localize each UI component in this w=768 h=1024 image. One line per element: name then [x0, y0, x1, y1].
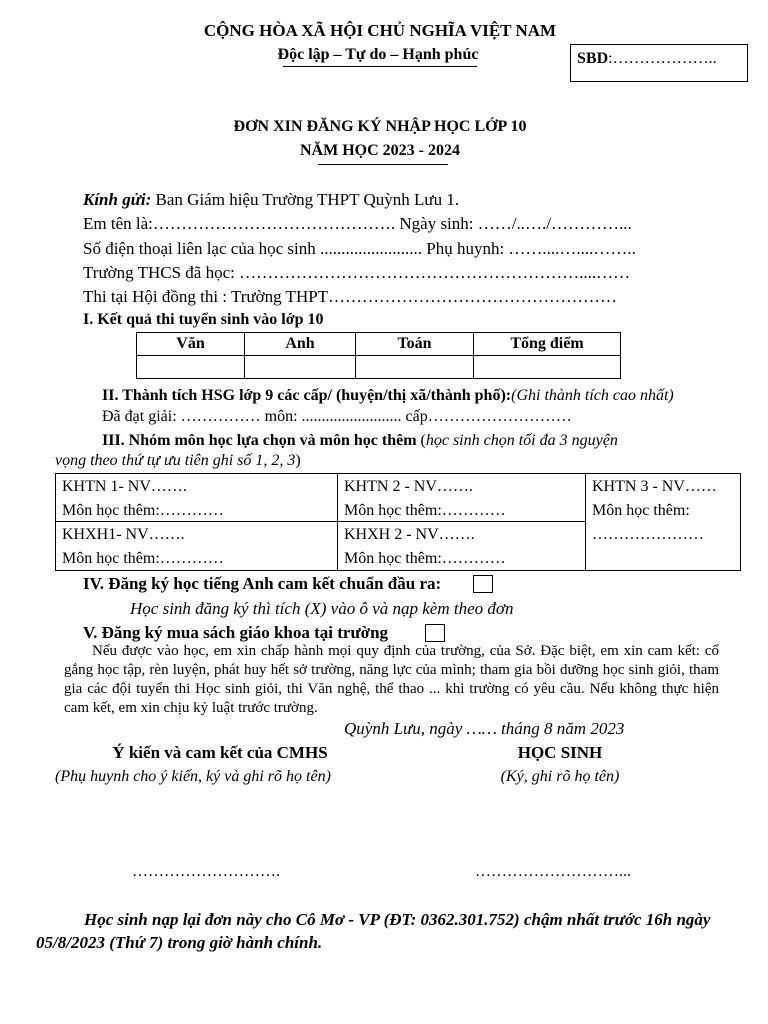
sbd-box[interactable] — [570, 44, 748, 82]
exam-site-line[interactable]: Thi tại Hội đồng thi : Trường THPT…………………………………………… — [83, 287, 618, 306]
english-cert-checkbox[interactable] — [473, 575, 493, 593]
submission-note: Học sinh nạp lại đơn này cho Cô Mơ - VP (ĐT: 0362.301.752) chậm nhất trước 16h ngày 05/8/2023 (Thứ 7) trong giờ hành chính. — [36, 910, 711, 952]
middle-school-line[interactable]: Trường THCS đã học: ……………………………………………………....…… — [83, 263, 631, 282]
choice-khxh2[interactable] — [338, 523, 585, 571]
recipient-label: Kính gửi: — [83, 190, 152, 209]
student-signature-note: (Ký, ghi rõ họ tên) — [500, 768, 620, 785]
section3-heading-line — [102, 432, 618, 450]
form-title: ĐƠN XIN ĐĂNG KÝ NHẬP HỌC LỚP 10 — [233, 118, 527, 135]
score-header-total: Tổng điểm — [474, 333, 621, 356]
parent-signature-line[interactable]: ………………………. — [132, 863, 280, 880]
award-line[interactable]: Đã đạt giải: …………… môn: ......................... cấp……………………… — [102, 408, 572, 425]
choice-khxh1-extra: Môn học thêm:………… — [62, 550, 224, 567]
choice-khtn1-extra: Môn học thêm:………… — [62, 502, 224, 519]
choice-khxh2-label: KHXH 2 - NV……. — [344, 526, 475, 543]
choice-khtn3[interactable] — [586, 475, 740, 547]
title-underline — [318, 164, 448, 165]
section4-heading: IV. Đăng ký học tiếng Anh cam kết chuẩn đầu ra — [83, 574, 436, 593]
section2-heading-line — [102, 387, 674, 405]
date-line: Quỳnh Lưu, ngày …… tháng 8 năm 2023 — [344, 719, 625, 738]
score-cell-anh[interactable] — [245, 356, 356, 379]
sbd-value: :……………….. — [608, 50, 717, 67]
phone-line[interactable]: Số điện thoại liên lạc của học sinh ........................ Phụ huynh: ……....…....…….. — [83, 239, 636, 258]
section2-heading: II. Thành tích HSG lớp 9 các cấp/ (huyện/thị xã/thành phố): — [102, 387, 512, 404]
choice-khxh2-extra: Môn học thêm:………… — [344, 550, 506, 567]
section3-note-1: học sinh chọn tối đa 3 nguyện — [425, 432, 618, 449]
section2-note: (Ghi thành tích cao nhất) — [511, 387, 674, 404]
parent-signature-note: (Phụ huynh cho ý kiến, ký và ghi rõ họ tên) — [55, 768, 331, 785]
section3-note-close: ) — [295, 452, 301, 469]
nation-title: CỘNG HÒA XÃ HỘI CHỦ NGHĨA VIỆT NAM — [203, 21, 557, 40]
student-signature-title: HỌC SINH — [517, 743, 603, 762]
section4-heading-line — [83, 574, 441, 594]
sbd-label: SBD — [577, 50, 609, 67]
student-signature-line[interactable]: ………………………... — [475, 863, 631, 880]
score-cell-toan[interactable] — [356, 356, 474, 379]
section3-heading: III. Nhóm môn học lựa chọn và môn học thêm — [102, 432, 417, 449]
section3-note-2: vọng theo thứ tự ưu tiên ghi số 1, 2, 3 — [55, 452, 296, 469]
choice-khtn1[interactable] — [56, 475, 337, 523]
commitment-paragraph: Nếu được vào học, em xin chấp hành mọi quy định của trường, của Sở. Đặc biệt, em xin cam kết: cố gắng học tập, rèn luyện, phát huy hết sở trường, năng lực của mình; tham gia bồi dưỡng học sinh giỏi, tham gia các đội tuyển thi Học sinh giỏi, thi Văn nghệ, thể thao ... khi trường có yêu cầu. Nếu không thực hiện cam kết, em xin chịu kỷ luật trước trường. — [64, 643, 719, 716]
subject-group-grid — [55, 473, 741, 571]
choice-khxh1-label: KHXH1- NV……. — [62, 526, 185, 543]
school-year: NĂM HỌC 2023 - 2024 — [300, 142, 460, 159]
name-birthdate-line[interactable]: Em tên là:……………………………………. Ngày sinh: ……/..…./…………... — [83, 214, 632, 233]
choice-khxh1[interactable] — [56, 523, 337, 571]
section3-note-open: ( — [420, 432, 426, 449]
choice-khtn2[interactable] — [338, 475, 585, 523]
choice-khtn2-label: KHTN 2 - NV……. — [344, 478, 473, 495]
score-header-toan: Toán — [356, 333, 474, 356]
score-header-anh: Anh — [245, 333, 356, 356]
section4-note: Học sinh đăng ký thì tích (X) vào ô và nạp kèm theo đơn — [130, 599, 514, 618]
score-cell-van[interactable] — [137, 356, 245, 379]
score-cell-total[interactable] — [474, 356, 621, 379]
parent-signature-title: Ý kiến và cam kết của CMHS — [112, 743, 328, 762]
motto-underline — [283, 66, 477, 67]
section3-note-line2 — [55, 452, 301, 470]
choice-khtn2-extra: Môn học thêm:………… — [344, 502, 506, 519]
choice-khtn3-extra: Môn học thêm: — [592, 502, 690, 519]
section4-colon: : — [435, 574, 442, 593]
choice-khtn1-label: KHTN 1- NV……. — [62, 478, 187, 495]
textbook-checkbox[interactable] — [425, 624, 445, 642]
score-header-van: Văn — [137, 333, 245, 356]
section5-heading: V. Đăng ký mua sách giáo khoa tại trường — [83, 623, 389, 642]
recipient-value: Ban Giám hiệu Trường THPT Quỳnh Lưu 1. — [155, 190, 460, 209]
recipient-line — [83, 190, 459, 210]
scores-table — [136, 332, 621, 379]
choice-khtn3-label: KHTN 3 - NV…… — [592, 478, 717, 495]
section1-heading: I. Kết quả thi tuyển sinh vào lớp 10 — [83, 311, 324, 328]
choice-khtn3-dots: ………………… — [592, 526, 704, 543]
motto: Độc lập – Tự do – Hạnh phúc — [277, 46, 479, 63]
